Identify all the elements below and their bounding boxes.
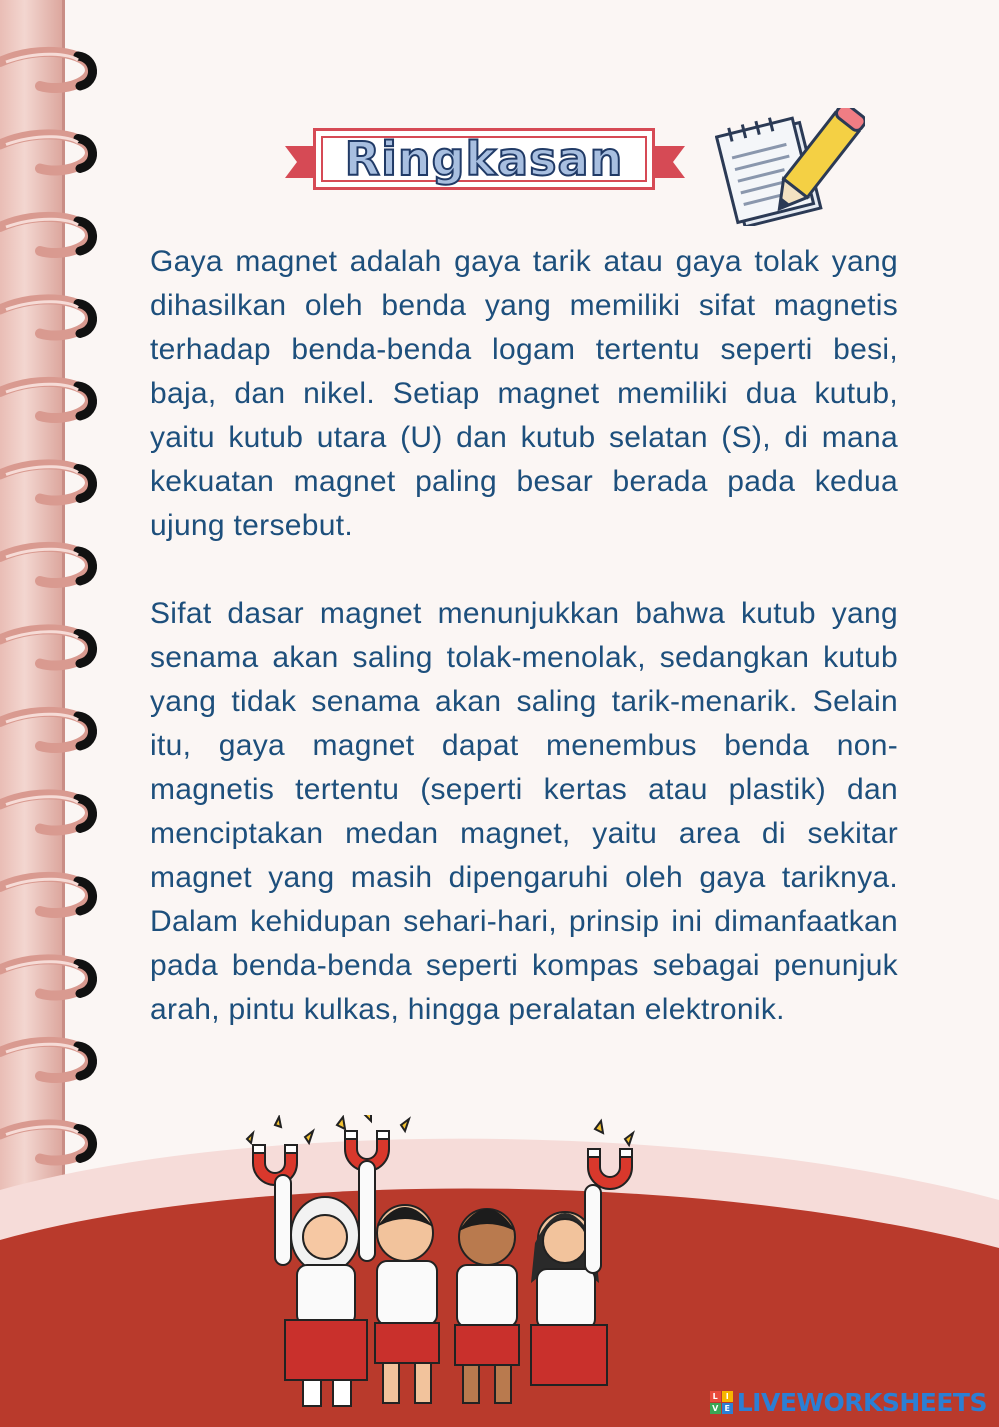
title-box	[313, 128, 655, 190]
liveworksheets-watermark	[710, 1387, 987, 1417]
spiral-binding	[0, 0, 110, 1200]
spiral-ring	[0, 1042, 93, 1078]
spiral-ring	[0, 959, 93, 995]
spiral-ring	[0, 712, 93, 748]
kid-figure	[359, 1161, 439, 1403]
spiral-ring	[0, 877, 93, 913]
kids-with-magnets-illustration	[225, 1115, 665, 1415]
summary-paragraph-1: Gaya magnet adalah gaya tarik atau gaya tolak yang dihasilkan oleh benda yang memiliki sifat magnetis terhadap benda-benda logam tertentu seperti besi, baja, dan nikel. Setiap magnet memiliki dua kutub, yaitu kutub utara (U) dan kutub selatan (S), di mana kekuatan magnet paling besar berada pada kedua ujung tersebut.	[150, 245, 898, 542]
spiral-ring	[0, 134, 93, 170]
spiral-ring	[0, 382, 93, 418]
spiral-ring	[0, 794, 93, 830]
spiral-ring	[0, 217, 93, 253]
spiral-ring	[0, 464, 93, 500]
kid-figure	[531, 1185, 607, 1385]
summary-paragraph-2: Sifat dasar magnet menunjukkan bahwa kutub yang senama akan saling tolak-menolak, sedangkan kutub yang tidak senama akan saling tarik-menarik. Selain itu, gaya magnet dapat menembus benda non-magnetis tertentu (seperti kertas atau plastik) dan menciptakan medan magnet, yaitu area di sekitar magnet yang masih dipengaruhi oleh gaya tariknya. Dalam kehidupan sehari-hari, prinsip ini dimanfaatkan pada benda-benda seperti kompas sebagai penunjuk arah, pintu kulkas, hingga peralatan elektronik.	[150, 597, 898, 1026]
watermark-text: LIVEWORKSHEETS	[736, 1387, 987, 1417]
spiral-ring	[0, 299, 93, 335]
spiral-ring	[0, 547, 93, 583]
kid-figure	[455, 1209, 519, 1403]
spiral-ring	[0, 629, 93, 665]
notepad-pencil-icon	[715, 108, 865, 226]
liveworksheets-logo-icon: L I V E	[710, 1391, 733, 1414]
horseshoe-magnet-icon	[588, 1149, 632, 1189]
page-title: Ringkasan	[344, 132, 624, 186]
kid-figure	[275, 1175, 367, 1406]
spiral-ring	[0, 52, 93, 88]
title-banner	[285, 128, 685, 196]
